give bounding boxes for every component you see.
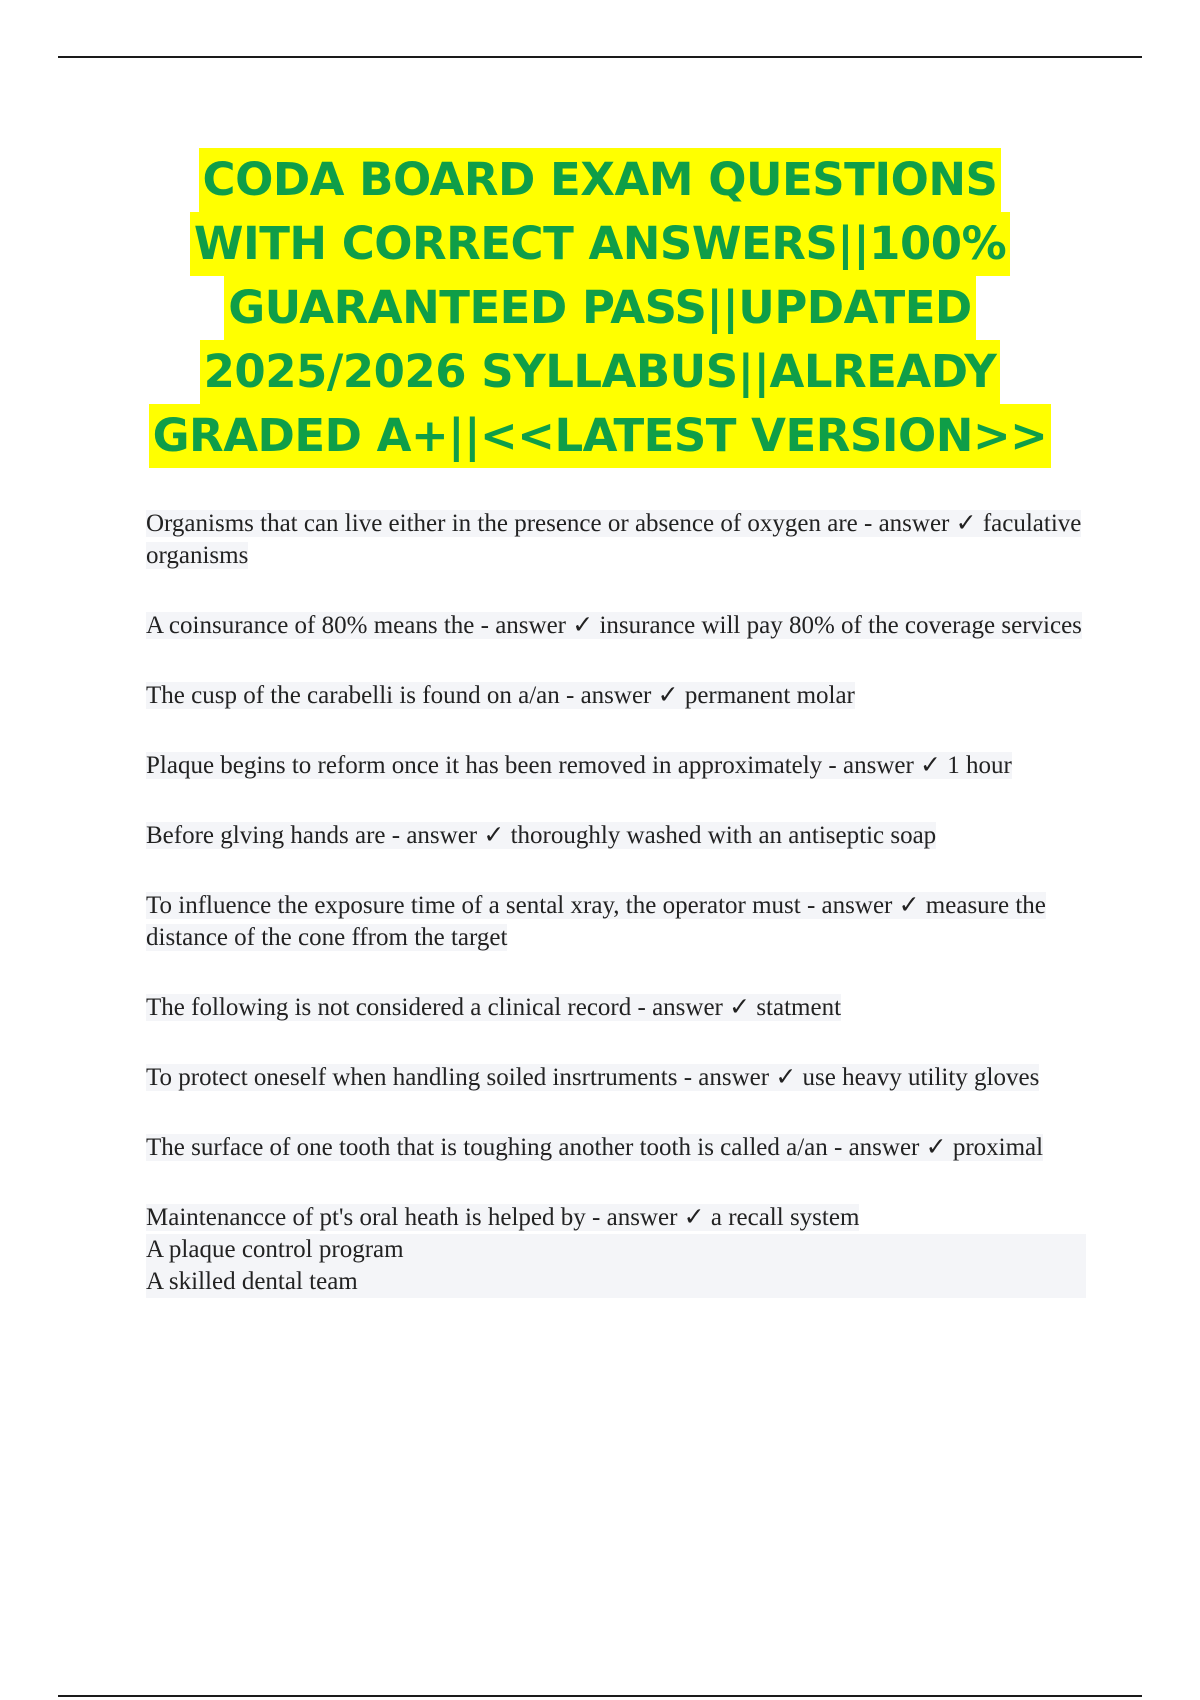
qa-text: The following is not considered a clinical record - answer ✓ statment	[146, 994, 842, 1021]
title-line-3: GUARANTEED PASS||UPDATED	[224, 276, 976, 340]
header-rule	[58, 56, 1142, 58]
qa-item	[146, 820, 1086, 852]
title-line-4: 2025/2026 SYLLABUS||ALREADY	[200, 340, 1001, 404]
qa-text: A coinsurance of 80% means the - answer ✓ insurance will pay 80% of the coverage services	[146, 612, 1082, 639]
document-title	[100, 148, 1100, 468]
qa-item	[146, 1132, 1086, 1164]
qa-item	[146, 1202, 1086, 1298]
qa-text: Before glving hands are - answer ✓ thoroughly washed with an antiseptic soap	[146, 822, 937, 849]
qa-text: Maintenancce of pt's oral heath is helped by - answer ✓ a recall system	[146, 1204, 860, 1231]
qa-text: To influence the exposure time of a sental xray, the operator must - answer ✓ measure the distance of the cone ffrom the target	[146, 892, 1046, 951]
qa-extra-line: A skilled dental team	[146, 1266, 1086, 1298]
title-line-5: GRADED A+||<<LATEST VERSION>>	[149, 404, 1052, 468]
qa-item	[146, 508, 1086, 572]
qa-item	[146, 992, 1086, 1024]
qa-item	[146, 890, 1086, 954]
qa-text: Organisms that can live either in the presence or absence of oxygen are - answer ✓ faculative organisms	[146, 510, 1082, 569]
qa-text: The cusp of the carabelli is found on a/an - answer ✓ permanent molar	[146, 682, 855, 709]
qa-item	[146, 1062, 1086, 1094]
title-line-2: WITH CORRECT ANSWERS||100%	[190, 212, 1010, 276]
qa-item	[146, 680, 1086, 712]
qa-item	[146, 750, 1086, 782]
qa-extra-line: A plaque control program	[146, 1234, 1086, 1266]
qa-text: To protect oneself when handling soiled insrtruments - answer ✓ use heavy utility gloves	[146, 1064, 1040, 1091]
title-line-1: CODA BOARD EXAM QUESTIONS	[199, 148, 1002, 212]
qa-text: Plaque begins to reform once it has been removed in approximately - answer ✓ 1 hour	[146, 752, 1012, 779]
question-answer-list	[146, 508, 1086, 1336]
qa-text: The surface of one tooth that is toughing another tooth is called a/an - answer ✓ proximal	[146, 1134, 1044, 1161]
qa-item	[146, 610, 1086, 642]
footer-rule	[58, 1695, 1142, 1697]
